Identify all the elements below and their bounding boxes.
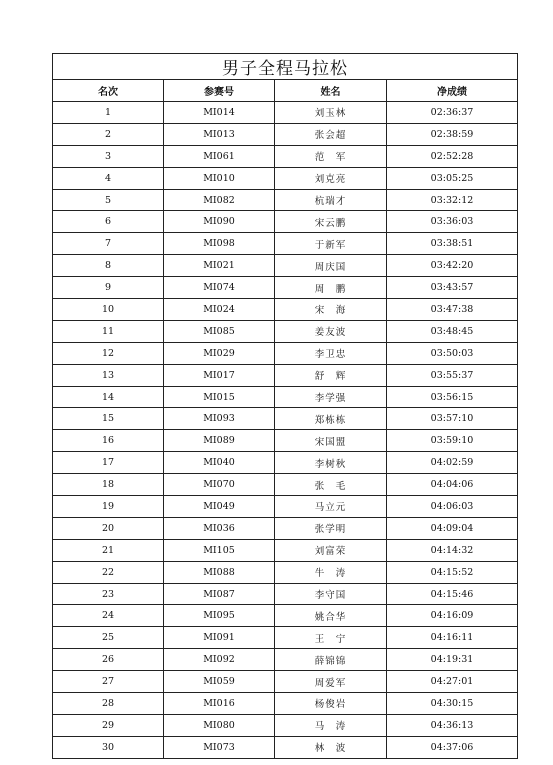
bib-cell: MI080 <box>164 714 275 736</box>
bib-cell: MI074 <box>164 277 275 299</box>
rank-cell: 21 <box>53 539 164 561</box>
net-time-cell: 04:16:11 <box>387 627 518 649</box>
net-time-cell: 04:37:06 <box>387 736 518 758</box>
bib-cell: MI093 <box>164 408 275 430</box>
bib-cell: MI013 <box>164 123 275 145</box>
net-time-cell: 04:02:59 <box>387 452 518 474</box>
bib-cell: MI070 <box>164 474 275 496</box>
bib-cell: MI073 <box>164 736 275 758</box>
column-header-name: 姓名 <box>275 80 387 102</box>
bib-cell: MI014 <box>164 102 275 124</box>
rank-cell: 25 <box>53 627 164 649</box>
name-cell: 张会超 <box>275 123 387 145</box>
name-cell: 周爱军 <box>275 671 387 693</box>
rank-cell: 14 <box>53 386 164 408</box>
net-time-cell: 04:04:06 <box>387 474 518 496</box>
rank-cell: 30 <box>53 736 164 758</box>
table-row <box>53 605 518 627</box>
table-row <box>53 430 518 452</box>
net-time-cell: 04:15:52 <box>387 561 518 583</box>
rank-cell: 4 <box>53 167 164 189</box>
name-cell: 姜友波 <box>275 320 387 342</box>
rank-cell: 29 <box>53 714 164 736</box>
table-row <box>53 364 518 386</box>
table-title: 男子全程马拉松 <box>53 54 518 80</box>
name-cell: 范 军 <box>275 145 387 167</box>
table-row <box>53 320 518 342</box>
net-time-cell: 03:43:57 <box>387 277 518 299</box>
rank-cell: 18 <box>53 474 164 496</box>
rank-cell: 7 <box>53 233 164 255</box>
rank-cell: 27 <box>53 671 164 693</box>
name-cell: 林 波 <box>275 736 387 758</box>
table-row <box>53 649 518 671</box>
name-cell: 杭瑞才 <box>275 189 387 211</box>
column-header-net-time: 净成绩 <box>387 80 518 102</box>
table-row <box>53 277 518 299</box>
bib-cell: MI021 <box>164 255 275 277</box>
name-cell: 李卫忠 <box>275 342 387 364</box>
bib-cell: MI089 <box>164 430 275 452</box>
table-row <box>53 386 518 408</box>
bib-cell: MI105 <box>164 539 275 561</box>
table-row <box>53 189 518 211</box>
bib-cell: MI036 <box>164 517 275 539</box>
table-body <box>53 102 518 759</box>
name-cell: 刘克亮 <box>275 167 387 189</box>
rank-cell: 28 <box>53 693 164 715</box>
net-time-cell: 02:52:28 <box>387 145 518 167</box>
net-time-cell: 03:55:37 <box>387 364 518 386</box>
rank-cell: 2 <box>53 123 164 145</box>
rank-cell: 8 <box>53 255 164 277</box>
rank-cell: 22 <box>53 561 164 583</box>
net-time-cell: 03:05:25 <box>387 167 518 189</box>
net-time-cell: 04:27:01 <box>387 671 518 693</box>
bib-cell: MI029 <box>164 342 275 364</box>
name-cell: 李树秋 <box>275 452 387 474</box>
column-header-bib: 参赛号 <box>164 80 275 102</box>
bib-cell: MI024 <box>164 299 275 321</box>
name-cell: 张 毛 <box>275 474 387 496</box>
table-row <box>53 583 518 605</box>
table-row <box>53 342 518 364</box>
table-row <box>53 671 518 693</box>
name-cell: 宋国盟 <box>275 430 387 452</box>
bib-cell: MI095 <box>164 605 275 627</box>
bib-cell: MI061 <box>164 145 275 167</box>
table-row <box>53 167 518 189</box>
rank-cell: 11 <box>53 320 164 342</box>
table-row <box>53 452 518 474</box>
bib-cell: MI091 <box>164 627 275 649</box>
bib-cell: MI082 <box>164 189 275 211</box>
table-row <box>53 561 518 583</box>
net-time-cell: 04:09:04 <box>387 517 518 539</box>
header-row <box>53 80 518 102</box>
net-time-cell: 03:36:03 <box>387 211 518 233</box>
rank-cell: 12 <box>53 342 164 364</box>
name-cell: 舒 辉 <box>275 364 387 386</box>
table-row <box>53 517 518 539</box>
title-row <box>53 54 518 80</box>
bib-cell: MI092 <box>164 649 275 671</box>
name-cell: 张学明 <box>275 517 387 539</box>
table-row <box>53 102 518 124</box>
rank-cell: 1 <box>53 102 164 124</box>
table-row <box>53 693 518 715</box>
bib-cell: MI010 <box>164 167 275 189</box>
name-cell: 宋 海 <box>275 299 387 321</box>
column-header-rank: 名次 <box>53 80 164 102</box>
bib-cell: MI098 <box>164 233 275 255</box>
net-time-cell: 03:56:15 <box>387 386 518 408</box>
bib-cell: MI059 <box>164 671 275 693</box>
bib-cell: MI017 <box>164 364 275 386</box>
net-time-cell: 03:57:10 <box>387 408 518 430</box>
name-cell: 李学强 <box>275 386 387 408</box>
rank-cell: 20 <box>53 517 164 539</box>
rank-cell: 23 <box>53 583 164 605</box>
net-time-cell: 03:59:10 <box>387 430 518 452</box>
table-row <box>53 539 518 561</box>
net-time-cell: 02:38:59 <box>387 123 518 145</box>
bib-cell: MI088 <box>164 561 275 583</box>
name-cell: 杨俊岩 <box>275 693 387 715</box>
table-row <box>53 736 518 758</box>
rank-cell: 9 <box>53 277 164 299</box>
name-cell: 周 鹏 <box>275 277 387 299</box>
bib-cell: MI090 <box>164 211 275 233</box>
net-time-cell: 03:47:38 <box>387 299 518 321</box>
name-cell: 于新军 <box>275 233 387 255</box>
bib-cell: MI015 <box>164 386 275 408</box>
bib-cell: MI087 <box>164 583 275 605</box>
name-cell: 郑栋栋 <box>275 408 387 430</box>
name-cell: 姚合华 <box>275 605 387 627</box>
rank-cell: 10 <box>53 299 164 321</box>
table-row <box>53 714 518 736</box>
table-row <box>53 408 518 430</box>
net-time-cell: 03:50:03 <box>387 342 518 364</box>
net-time-cell: 04:30:15 <box>387 693 518 715</box>
table-row <box>53 211 518 233</box>
rank-cell: 26 <box>53 649 164 671</box>
table-row <box>53 145 518 167</box>
net-time-cell: 04:19:31 <box>387 649 518 671</box>
name-cell: 王 宁 <box>275 627 387 649</box>
rank-cell: 13 <box>53 364 164 386</box>
net-time-cell: 04:06:03 <box>387 496 518 518</box>
name-cell: 牛 涛 <box>275 561 387 583</box>
rank-cell: 15 <box>53 408 164 430</box>
rank-cell: 5 <box>53 189 164 211</box>
bib-cell: MI049 <box>164 496 275 518</box>
bib-cell: MI040 <box>164 452 275 474</box>
net-time-cell: 04:16:09 <box>387 605 518 627</box>
bib-cell: MI016 <box>164 693 275 715</box>
name-cell: 薛锦锦 <box>275 649 387 671</box>
net-time-cell: 03:42:20 <box>387 255 518 277</box>
rank-cell: 19 <box>53 496 164 518</box>
net-time-cell: 03:32:12 <box>387 189 518 211</box>
net-time-cell: 03:38:51 <box>387 233 518 255</box>
bib-cell: MI085 <box>164 320 275 342</box>
table-row <box>53 474 518 496</box>
table-row <box>53 233 518 255</box>
net-time-cell: 03:48:45 <box>387 320 518 342</box>
table-row <box>53 255 518 277</box>
net-time-cell: 02:36:37 <box>387 102 518 124</box>
name-cell: 刘富荣 <box>275 539 387 561</box>
rank-cell: 24 <box>53 605 164 627</box>
results-table <box>52 53 518 759</box>
rank-cell: 16 <box>53 430 164 452</box>
rank-cell: 6 <box>53 211 164 233</box>
name-cell: 周庆国 <box>275 255 387 277</box>
name-cell: 李守国 <box>275 583 387 605</box>
table-row <box>53 627 518 649</box>
name-cell: 马立元 <box>275 496 387 518</box>
net-time-cell: 04:14:32 <box>387 539 518 561</box>
name-cell: 马 涛 <box>275 714 387 736</box>
rank-cell: 17 <box>53 452 164 474</box>
table-row <box>53 299 518 321</box>
net-time-cell: 04:36:13 <box>387 714 518 736</box>
name-cell: 宋云鹏 <box>275 211 387 233</box>
table-row <box>53 123 518 145</box>
table-row <box>53 496 518 518</box>
rank-cell: 3 <box>53 145 164 167</box>
name-cell: 刘玉林 <box>275 102 387 124</box>
net-time-cell: 04:15:46 <box>387 583 518 605</box>
